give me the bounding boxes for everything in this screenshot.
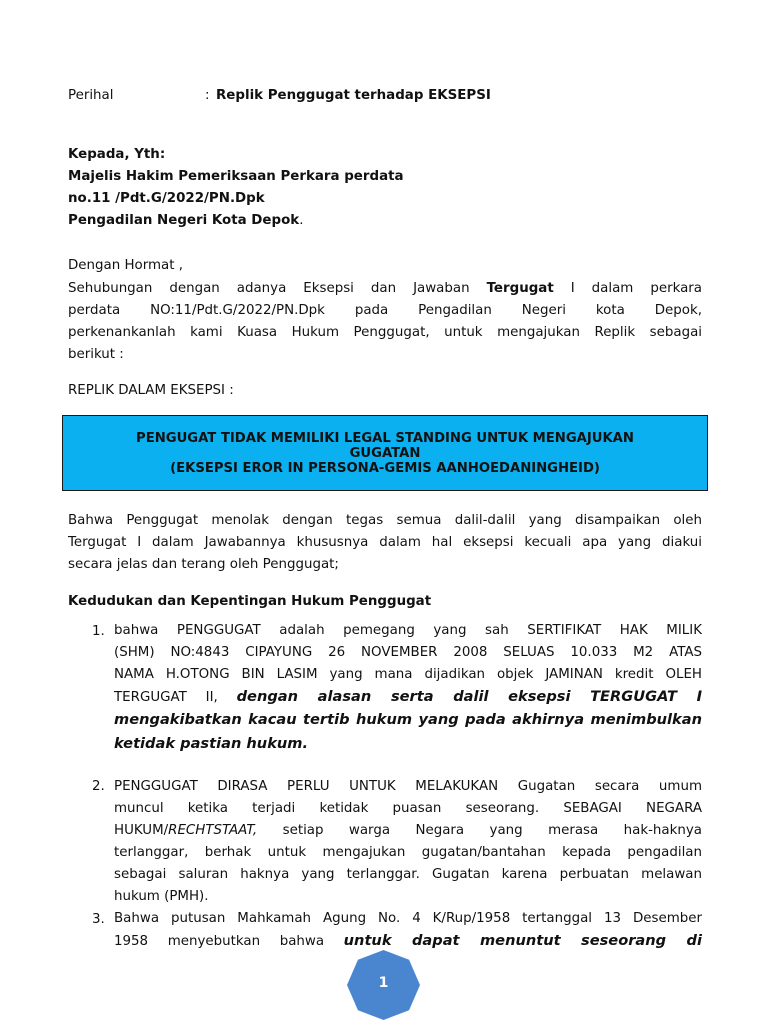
item1-line-1: bahwa PENGGUGAT adalah pemegang yang sah SERTIFIKAT HAK MILIK (114, 623, 702, 638)
box-line-2: GUGATAN (349, 446, 421, 461)
list-number-3: 3. (92, 912, 105, 927)
item2-line-3 (114, 820, 702, 842)
item2-line-6: hukum (PMH). (114, 889, 209, 904)
item1-line-4 (114, 686, 702, 708)
opening-line-2: perdata NO:11/Pdt.G/2022/PN.Dpk pada Pengadilan Negeri kota Depok, (68, 303, 702, 318)
box-line-3: (EKSEPSI EROR IN PERSONA-GEMIS AANHOEDANINGHEID) (170, 461, 600, 476)
salutation: Dengan Hormat , (68, 258, 184, 273)
page-number: 1 (378, 975, 389, 991)
opening-line-1 (68, 278, 702, 300)
perihal-subject: Replik Penggugat terhadap EKSEPSI (216, 88, 491, 103)
opening-text-a: Sehubungan dengan adanya Eksepsi dan Jawaban (68, 281, 487, 296)
opening-paragraph (68, 278, 702, 366)
item2-line-2: muncul ketika terjadi ketidak puasan seseorang. SEBAGAI NEGARA (114, 801, 702, 816)
opening-text-c: I dalam perkara (553, 281, 703, 296)
exception-title-box (62, 415, 708, 491)
item3-emphasis: untuk dapat menuntut seseorang di (343, 932, 702, 949)
item1-text-a: TERGUGAT II, (114, 690, 237, 705)
perihal-colon: : (205, 88, 210, 103)
intro-line-3: secara jelas dan terang oleh Penggugat; (68, 557, 339, 572)
list-item-2 (114, 776, 702, 908)
item1-line-6: ketidak pastian hukum. (114, 735, 309, 752)
opening-line-4: berikut : (68, 347, 124, 362)
court-name: Pengadilan Negeri Kota Depok (68, 213, 300, 228)
item1-line-2: (SHM) NO:4843 CIPAYUNG 26 NOVEMBER 2008 SELUAS 10.033 M2 ATAS (114, 645, 702, 660)
item3-line-1: Bahwa putusan Mahkamah Agung No. 4 K/Rup/1958 tertanggal 13 Desember (114, 911, 702, 926)
rechtstaat-term: RECHTSTAAT, (168, 823, 258, 838)
perihal-label: Perihal (68, 88, 114, 103)
list-item-3 (114, 908, 702, 952)
defendant-term: Tergugat (486, 281, 554, 296)
item1-line-3: NAMA H.OTONG BIN LASIM yang mana dijadikan objek JAMINAN kredit OLEH (114, 667, 702, 682)
recipient-panel: Majelis Hakim Pemeriksaan Perkara perdata (68, 169, 404, 184)
list-number-1: 1. (92, 624, 105, 639)
recipient-greeting: Kepada, Yth: (68, 147, 166, 162)
case-number: no.11 /Pdt.G/2022/PN.Dpk (68, 191, 265, 206)
court-name-line (68, 213, 303, 228)
intro-line-1: Bahwa Penggugat menolak dengan tegas semua dalil-dalil yang disampaikan oleh (68, 513, 702, 528)
item1-line-5: mengakibatkan kacau tertib hukum yang pada akhirnya menimbulkan (114, 711, 702, 728)
intro-line-2: Tergugat I dalam Jawabannya khususnya dalam hal eksepsi kecuali apa yang diakui (68, 535, 702, 550)
item1-emphasis: dengan alasan serta dalil eksepsi TERGUGAT I (236, 688, 703, 705)
item2-text-a: HUKUM/ (114, 823, 169, 838)
subheading: Kedudukan dan Kepentingan Hukum Penggugat (68, 594, 432, 609)
item2-text-c: setiap warga Negara yang merasa hak-haknya (257, 823, 702, 838)
opening-line-3: perkenankanlah kami Kuasa Hukum Penggugat, untuk mengajukan Replik sebagai (68, 325, 702, 340)
item2-line-1: PENGGUGAT DIRASA PERLU UNTUK MELAKUKAN Gugatan secara umum (114, 779, 702, 794)
court-name-period: . (299, 213, 304, 228)
list-number-2: 2. (92, 779, 105, 794)
section-heading: REPLIK DALAM EKSEPSI : (68, 383, 234, 398)
item2-line-4: terlanggar, berhak untuk mengajukan gugatan/bantahan kepada pengadilan (114, 845, 702, 860)
list-item-1 (114, 620, 702, 756)
item2-line-5: sebagai saluran haknya yang terlanggar. Gugatan karena perbuatan melawan (114, 867, 702, 882)
box-line-1: PENGUGAT TIDAK MEMILIKI LEGAL STANDING UNTUK MENGAJUKAN (136, 431, 634, 446)
item3-line-2 (114, 930, 702, 952)
intro-paragraph (68, 510, 702, 576)
item3-text-a: 1958 menyebutkan bahwa (114, 934, 344, 949)
